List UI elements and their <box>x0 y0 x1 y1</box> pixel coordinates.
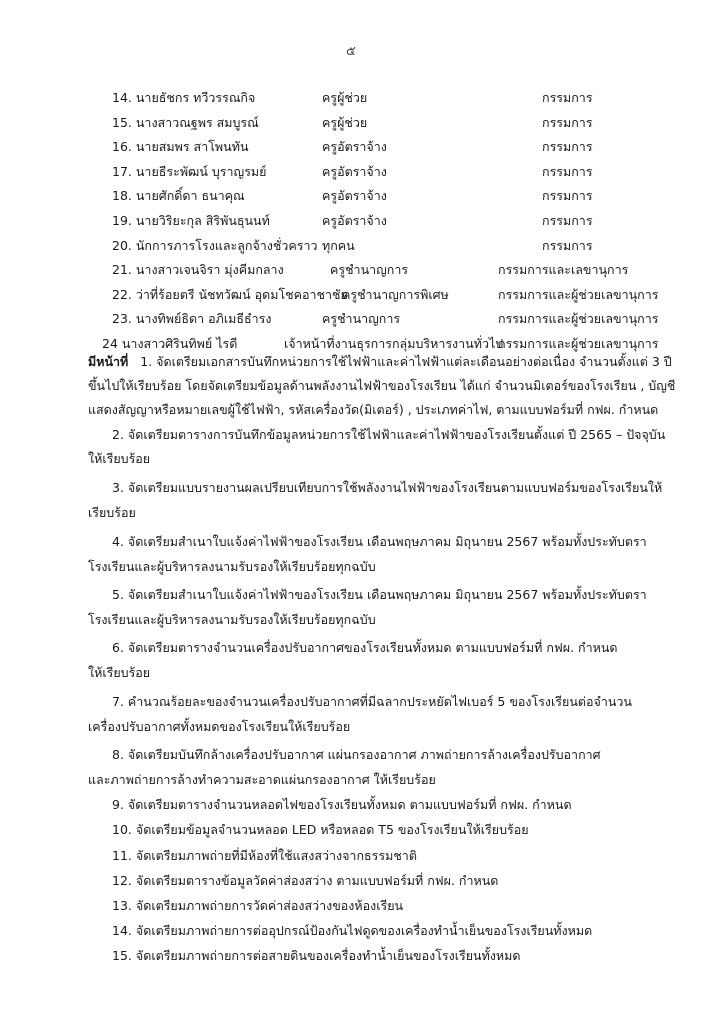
duty-item <box>112 638 618 658</box>
member-number: 16. <box>112 139 132 155</box>
duty-number: 1. <box>140 354 153 369</box>
duty-text: จัดเตรียมบันทึกล้างเครื่องปรับอากาศ แผ่นกรองอากาศ ภาพถ่ายการล้างเครื่องปรับอากาศ <box>127 747 601 762</box>
duty-item <box>112 846 417 866</box>
member-row <box>0 285 726 310</box>
member-row <box>0 186 726 211</box>
member-name: นายวิริยะกุล สิริพันธุนนท์ <box>135 213 270 228</box>
duty-item <box>88 352 672 372</box>
duty-item <box>112 946 521 966</box>
duty-item <box>112 871 498 891</box>
duty-text: จัดเตรียมภาพถ่ายที่มีห้องที่ใช้แสงสว่างจากธรรมชาติ <box>135 848 417 863</box>
duty-text: เรียบร้อย <box>88 505 136 520</box>
member-row <box>0 88 726 113</box>
member-row <box>0 236 726 261</box>
duty-text: จัดเตรียมภาพถ่ายการต่ออุปกรณ์ป้องกันไฟดูดของเครื่องทำน้ำเย็นของโรงเรียนทั้งหมด <box>135 923 593 938</box>
duty-number: 9. <box>112 797 124 812</box>
member-position: ครูอัตราจ้าง <box>322 163 387 179</box>
member-role: กรรมการและเลขานุการ <box>498 262 629 278</box>
duty-text: จัดเตรียมตารางจำนวนเครื่องปรับอากาศของโรงเรียนทั้งหมด ตามแบบฟอร์มที่ กฟผ. กำหนด <box>127 640 618 655</box>
member-name: นายธีระพัฒน์ บุราญรมย์ <box>135 163 267 179</box>
duty-item <box>112 532 647 552</box>
duty-text: จัดเตรียมข้อมูลจำนวนหลอด LED หรือหลอด T5 ของโรงเรียนให้เรียบร้อย <box>135 822 529 837</box>
member-name: นายธัชกร ทวีวรรณกิจ <box>135 90 256 105</box>
duty-text: จัดเตรียมเอกสารบันทึกหน่วยการใช้ไฟฟ้าและค่าไฟฟ้าแต่ละเดือนอย่างต่อเนื่อง จำนวนตั้งแต่ 3 ปี <box>156 354 672 369</box>
member-row <box>0 260 726 285</box>
member-name: นางสาวเจนจิรา มุ่งคีมกลาง <box>135 262 284 278</box>
member-position: ครูอัตราจ้าง <box>322 213 387 228</box>
member-name: นางทิพย์ธิดา อภิเมธีธำรง <box>135 311 272 327</box>
duty-number: 11. <box>112 848 132 863</box>
duty-text: จัดเตรียมสำเนาใบแจ้งค่าไฟฟ้าของโรงเรียน เดือนพฤษภาคม มิถุนายน 2567 พร้อมทั้งประทับตรา <box>127 534 647 549</box>
duty-item <box>112 585 647 605</box>
member-role: กรรมการและผู้ช่วยเลขานุการ <box>498 286 659 302</box>
member-role: กรรมการ <box>542 139 593 155</box>
duty-text: โรงเรียนและผู้บริหารลงนามรับรองให้เรียบร้อยทุกฉบับ <box>88 559 376 574</box>
member-number: 17. <box>112 163 132 179</box>
duty-text: เครื่องปรับอากาศทั้งหมดของโรงเรียนให้เรียบร้อย <box>88 719 351 734</box>
duty-text: คำนวณร้อยละของจำนวนเครื่องปรับอากาศที่มีฉลากประหยัดไฟเบอร์ 5 ของโรงเรียนต่อจำนวน <box>127 694 632 709</box>
member-number: 20. <box>112 237 132 253</box>
duty-number: 15. <box>112 948 132 963</box>
member-name: นางสาวศิรินทิพย์ ไรดี <box>121 336 238 351</box>
duty-number: 8. <box>112 747 124 762</box>
duties-label: มีหน้าที่ <box>88 354 129 369</box>
member-position: ทุกคน <box>322 237 355 253</box>
duty-number: 10. <box>112 822 132 837</box>
member-number: 22. <box>112 286 132 302</box>
member-number: 14. <box>112 90 132 105</box>
member-role: กรรมการ <box>542 90 593 105</box>
duty-text: แสดงสัญญาหรือหมายเลขผู้ใช้ไฟฟ้า, รหัสเครื่องวัด(มิเตอร์) , ประเภทค่าไฟ, ตามแบบฟอร์มที่ กฟผ. กำหนด <box>88 402 659 417</box>
member-position: ครูผู้ช่วย <box>322 90 368 105</box>
duty-text: จัดเตรียมตารางข้อมูลวัดค่าส่องสว่าง ตามแบบฟอร์มที่ กฟผ. กำหนด <box>135 873 499 888</box>
duty-text: จัดเตรียมภาพถ่ายการวัดค่าส่องสว่างของห้องเรียน <box>135 898 404 913</box>
duty-text: ขึ้นไปให้เรียบร้อย โดยจัดเตรียมข้อมูลด้านพลังงานไฟฟ้าของโรงเรียน ได้แก่ จำนวนมิเตอร์ของโรงเรียน , บัญชี <box>88 378 676 393</box>
member-name: นายสมพร สาโพนทัน <box>135 139 249 155</box>
member-name: นางสาวณฐพร สมบูรณ์ <box>135 114 259 130</box>
duty-number: 2. <box>112 427 124 442</box>
duty-text: ให้เรียบร้อย <box>88 665 151 680</box>
member-role: กรรมการ <box>542 163 593 179</box>
member-position: เจ้าหน้าที่งานธุรการกลุ่มบริหารงานทั่วไป <box>284 336 504 351</box>
duty-text: จัดเตรียมภาพถ่ายการต่อสายดินของเครื่องทำน้ำเย็นของโรงเรียนทั้งหมด <box>135 948 521 963</box>
duty-text: ให้เรียบร้อย <box>88 451 151 466</box>
member-role: กรรมการ <box>542 114 593 130</box>
member-position: ครูชำนาญการ <box>330 262 409 278</box>
member-number: 23. <box>112 311 132 327</box>
duty-item <box>112 795 572 815</box>
duty-number: 13. <box>112 898 132 913</box>
member-name: นักการภารโรงและลูกจ้างชั่วคราว <box>135 237 318 253</box>
duty-item <box>112 425 665 445</box>
duty-number: 14. <box>112 923 132 938</box>
duty-number: 7. <box>112 694 124 709</box>
duty-item <box>112 820 529 840</box>
member-position: ครูชำนาญการ <box>322 311 401 327</box>
member-position: ครูผู้ช่วย <box>322 114 368 130</box>
duty-item <box>112 478 662 498</box>
duty-text: จัดเตรียมสำเนาใบแจ้งค่าไฟฟ้าของโรงเรียน เดือนพฤษภาคม มิถุนายน 2567 พร้อมทั้งประทับตรา <box>127 587 647 602</box>
duty-number: 12. <box>112 873 132 888</box>
member-row <box>0 309 726 334</box>
member-position: ครูชำนาญการพิเศษ <box>342 286 449 302</box>
duty-text: จัดเตรียมตารางจำนวนหลอดไฟของโรงเรียนทั้งหมด ตามแบบฟอร์มที่ กฟผ. กำหนด <box>127 797 572 812</box>
member-row <box>0 113 726 138</box>
member-name: ว่าที่ร้อยตรี นัชทวัฒน์ อุดมโชคอาชาชัย <box>135 286 348 302</box>
duty-text: จัดเตรียมตารางการบันทึกข้อมูลหน่วยการใช้ไฟฟ้าและค่าไฟฟ้าของโรงเรียนตั้งแต่ ปี 2565 – ปัจจุบัน <box>127 427 666 442</box>
member-role: กรรมการ <box>542 213 593 228</box>
member-number: 19. <box>112 213 132 228</box>
member-name: นายศักดิ์ดา ธนาคุณ <box>135 188 245 204</box>
member-position: ครูอัตราจ้าง <box>322 188 387 204</box>
member-row <box>0 211 726 236</box>
duty-number: 3. <box>112 480 124 495</box>
member-position: ครูอัตราจ้าง <box>322 139 387 155</box>
member-number: 15. <box>112 114 132 130</box>
member-number: 24 <box>102 336 118 351</box>
member-row <box>0 162 726 187</box>
duty-number: 6. <box>112 640 124 655</box>
member-role: กรรมการและผู้ช่วยเลขานุการ <box>498 336 659 351</box>
duty-text: โรงเรียนและผู้บริหารลงนามรับรองให้เรียบร้อยทุกฉบับ <box>88 612 376 627</box>
member-role: กรรมการ <box>542 188 593 204</box>
member-role: กรรมการและผู้ช่วยเลขานุการ <box>498 311 659 327</box>
duty-item <box>112 692 632 712</box>
duty-item <box>112 896 403 916</box>
member-number: 21. <box>112 262 132 278</box>
duty-item <box>112 921 592 941</box>
page-number: ๕ <box>346 44 356 59</box>
member-number: 18. <box>112 188 132 204</box>
member-row <box>0 137 726 162</box>
duty-number: 4. <box>112 534 124 549</box>
member-role: กรรมการ <box>542 237 593 253</box>
duty-number: 5. <box>112 587 124 602</box>
duty-item <box>112 745 601 765</box>
duty-text: จัดเตรียมแบบรายงานผลเปรียบเทียบการใช้พลังงานไฟฟ้าของโรงเรียนตามแบบฟอร์มของโรงเรียนให้ <box>127 480 663 495</box>
duty-text: และภาพถ่ายการล้างทำความสะอาดแผ่นกรองอากาศ ให้เรียบร้อย <box>88 772 436 787</box>
